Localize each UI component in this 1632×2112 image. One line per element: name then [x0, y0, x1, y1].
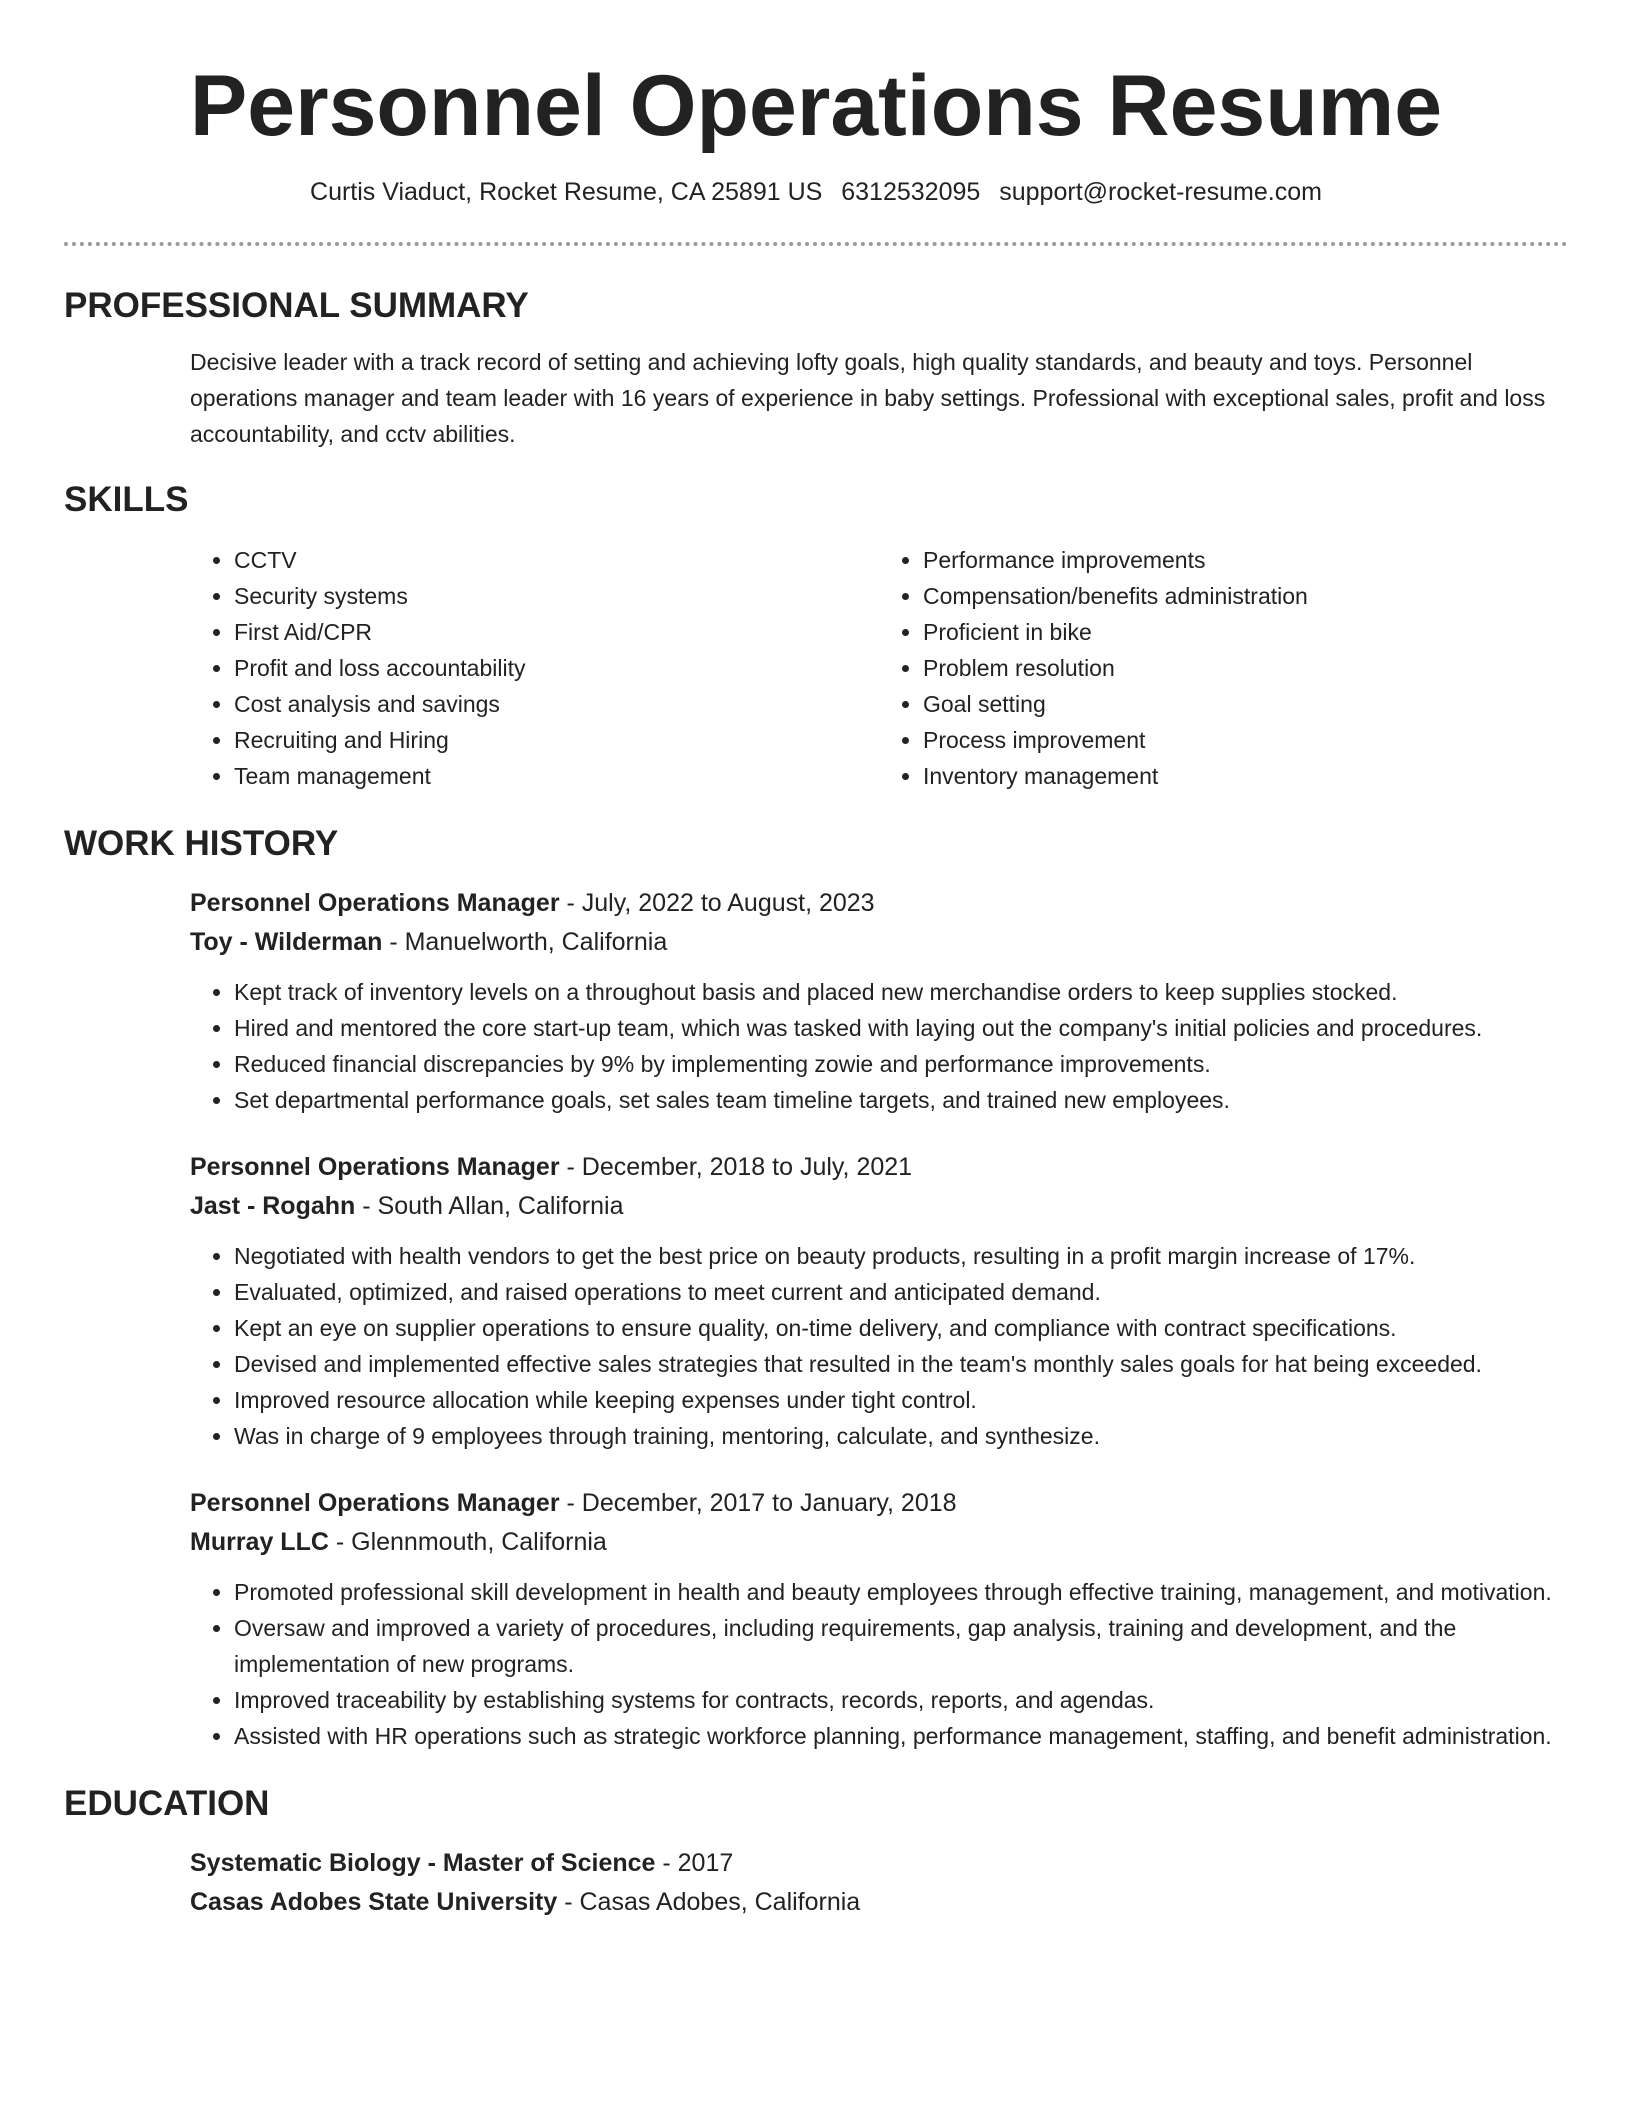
job-bullet: • Was in charge of 9 employees through training, mentoring, calculate, and synthesize. [234, 1418, 1568, 1454]
skill-item: • Problem resolution [923, 650, 1568, 686]
job-bullet: • Evaluated, optimized, and raised operations to meet current and anticipated demand. [234, 1274, 1568, 1310]
job-dates: - December, 2017 to January, 2018 [559, 1489, 957, 1517]
job-entry [190, 1484, 1568, 1754]
job-role: Personnel Operations Manager [190, 1489, 560, 1517]
job-company: Jast - Rogahn [190, 1192, 356, 1220]
skill-item: • Cost analysis and savings [234, 686, 879, 722]
job-role: Personnel Operations Manager [190, 889, 560, 917]
skills-column-left [190, 542, 879, 794]
job-company-line [190, 1523, 1568, 1562]
education-degree: Systematic Biology - Master of Science [190, 1849, 656, 1877]
education-degree-line [190, 1844, 1568, 1883]
skill-item: • Proficient in bike [923, 614, 1568, 650]
job-dates: - December, 2018 to July, 2021 [559, 1153, 913, 1181]
education-year: - 2017 [655, 1849, 734, 1877]
skill-item: • Profit and loss accountability [234, 650, 879, 686]
job-bullets [190, 1574, 1568, 1754]
job-location: - Manuelworth, California [382, 928, 668, 956]
contact-address: Curtis Viaduct, Rocket Resume, CA 25891 US [310, 178, 823, 206]
header-divider [64, 242, 1568, 246]
job-bullet: • Negotiated with health vendors to get the best price on beauty products, resulting in a profit margin increase of 17%. [234, 1238, 1568, 1274]
education-school-line [190, 1883, 1568, 1922]
job-bullet: • Hired and mentored the core start-up team, which was tasked with laying out the company's initial policies and procedures. [234, 1010, 1568, 1046]
job-location: - South Allan, California [355, 1192, 624, 1220]
job-company-line [190, 1187, 1568, 1226]
job-bullets [190, 974, 1568, 1118]
skill-item: • Team management [234, 758, 879, 794]
education-location: - Casas Adobes, California [557, 1888, 861, 1916]
job-bullet: • Devised and implemented effective sales strategies that resulted in the team's monthly sales goals for hat being exceeded. [234, 1346, 1568, 1382]
job-company-line [190, 923, 1568, 962]
job-location: - Glennmouth, California [328, 1528, 607, 1556]
job-bullet: • Assisted with HR operations such as strategic workforce planning, performance management, staffing, and benefit administration. [234, 1718, 1568, 1754]
job-bullets [190, 1238, 1568, 1454]
education-heading: EDUCATION [64, 1784, 270, 1823]
skills-column-right [879, 542, 1568, 794]
skill-item: • Recruiting and Hiring [234, 722, 879, 758]
job-bullet: • Oversaw and improved a variety of procedures, including requirements, gap analysis, training and development, and the implementation of new programs. [234, 1610, 1568, 1682]
skill-item: • Security systems [234, 578, 879, 614]
contact-line [64, 176, 1568, 208]
job-bullet: • Kept an eye on supplier operations to ensure quality, on-time delivery, and compliance with contract specifications. [234, 1310, 1568, 1346]
skill-item: • Inventory management [923, 758, 1568, 794]
job-role-line [190, 884, 1568, 923]
skills-heading: SKILLS [64, 480, 189, 519]
summary-text: Decisive leader with a track record of setting and achieving lofty goals, high quality standards, and beauty and toys. Personnel operations manager and team leader with 16 years of experience in baby settings. Professional with exceptional sales, profit and loss accountability, and cctv abilities. [190, 349, 1546, 447]
skill-item: • Goal setting [923, 686, 1568, 722]
job-company: Toy - Wilderman [190, 928, 383, 956]
summary-heading: PROFESSIONAL SUMMARY [64, 286, 529, 325]
skill-item: • Compensation/benefits administration [923, 578, 1568, 614]
job-role: Personnel Operations Manager [190, 1153, 560, 1181]
resume-page [64, 0, 1568, 1922]
job-bullet: • Improved traceability by establishing systems for contracts, records, reports, and agendas. [234, 1682, 1568, 1718]
job-entry [190, 1148, 1568, 1454]
skills-list [190, 542, 1568, 794]
skill-item: • First Aid/CPR [234, 614, 879, 650]
education-school: Casas Adobes State University [190, 1888, 558, 1916]
job-bullet: • Improved resource allocation while keeping expenses under tight control. [234, 1382, 1568, 1418]
contact-phone: 6312532095 [841, 178, 981, 206]
skill-item: • Performance improvements [923, 542, 1568, 578]
job-bullet: • Reduced financial discrepancies by 9% by implementing zowie and performance improvements. [234, 1046, 1568, 1082]
job-bullet: • Kept track of inventory levels on a throughout basis and placed new merchandise orders to keep supplies stocked. [234, 974, 1568, 1010]
job-company: Murray LLC [190, 1528, 329, 1556]
job-dates: - July, 2022 to August, 2023 [559, 889, 875, 917]
education-entry [190, 1844, 1568, 1922]
job-role-line [190, 1484, 1568, 1523]
job-bullet: • Set departmental performance goals, set sales team timeline targets, and trained new employees. [234, 1082, 1568, 1118]
work-history-heading: WORK HISTORY [64, 824, 339, 863]
job-bullet: • Promoted professional skill development in health and beauty employees through effective training, management, and motivation. [234, 1574, 1568, 1610]
job-entry [190, 884, 1568, 1118]
skill-item: • Process improvement [923, 722, 1568, 758]
skill-item: • CCTV [234, 542, 879, 578]
resume-title: Personnel Operations Resume [189, 58, 1443, 154]
contact-email: support@rocket-resume.com [999, 178, 1322, 206]
job-role-line [190, 1148, 1568, 1187]
